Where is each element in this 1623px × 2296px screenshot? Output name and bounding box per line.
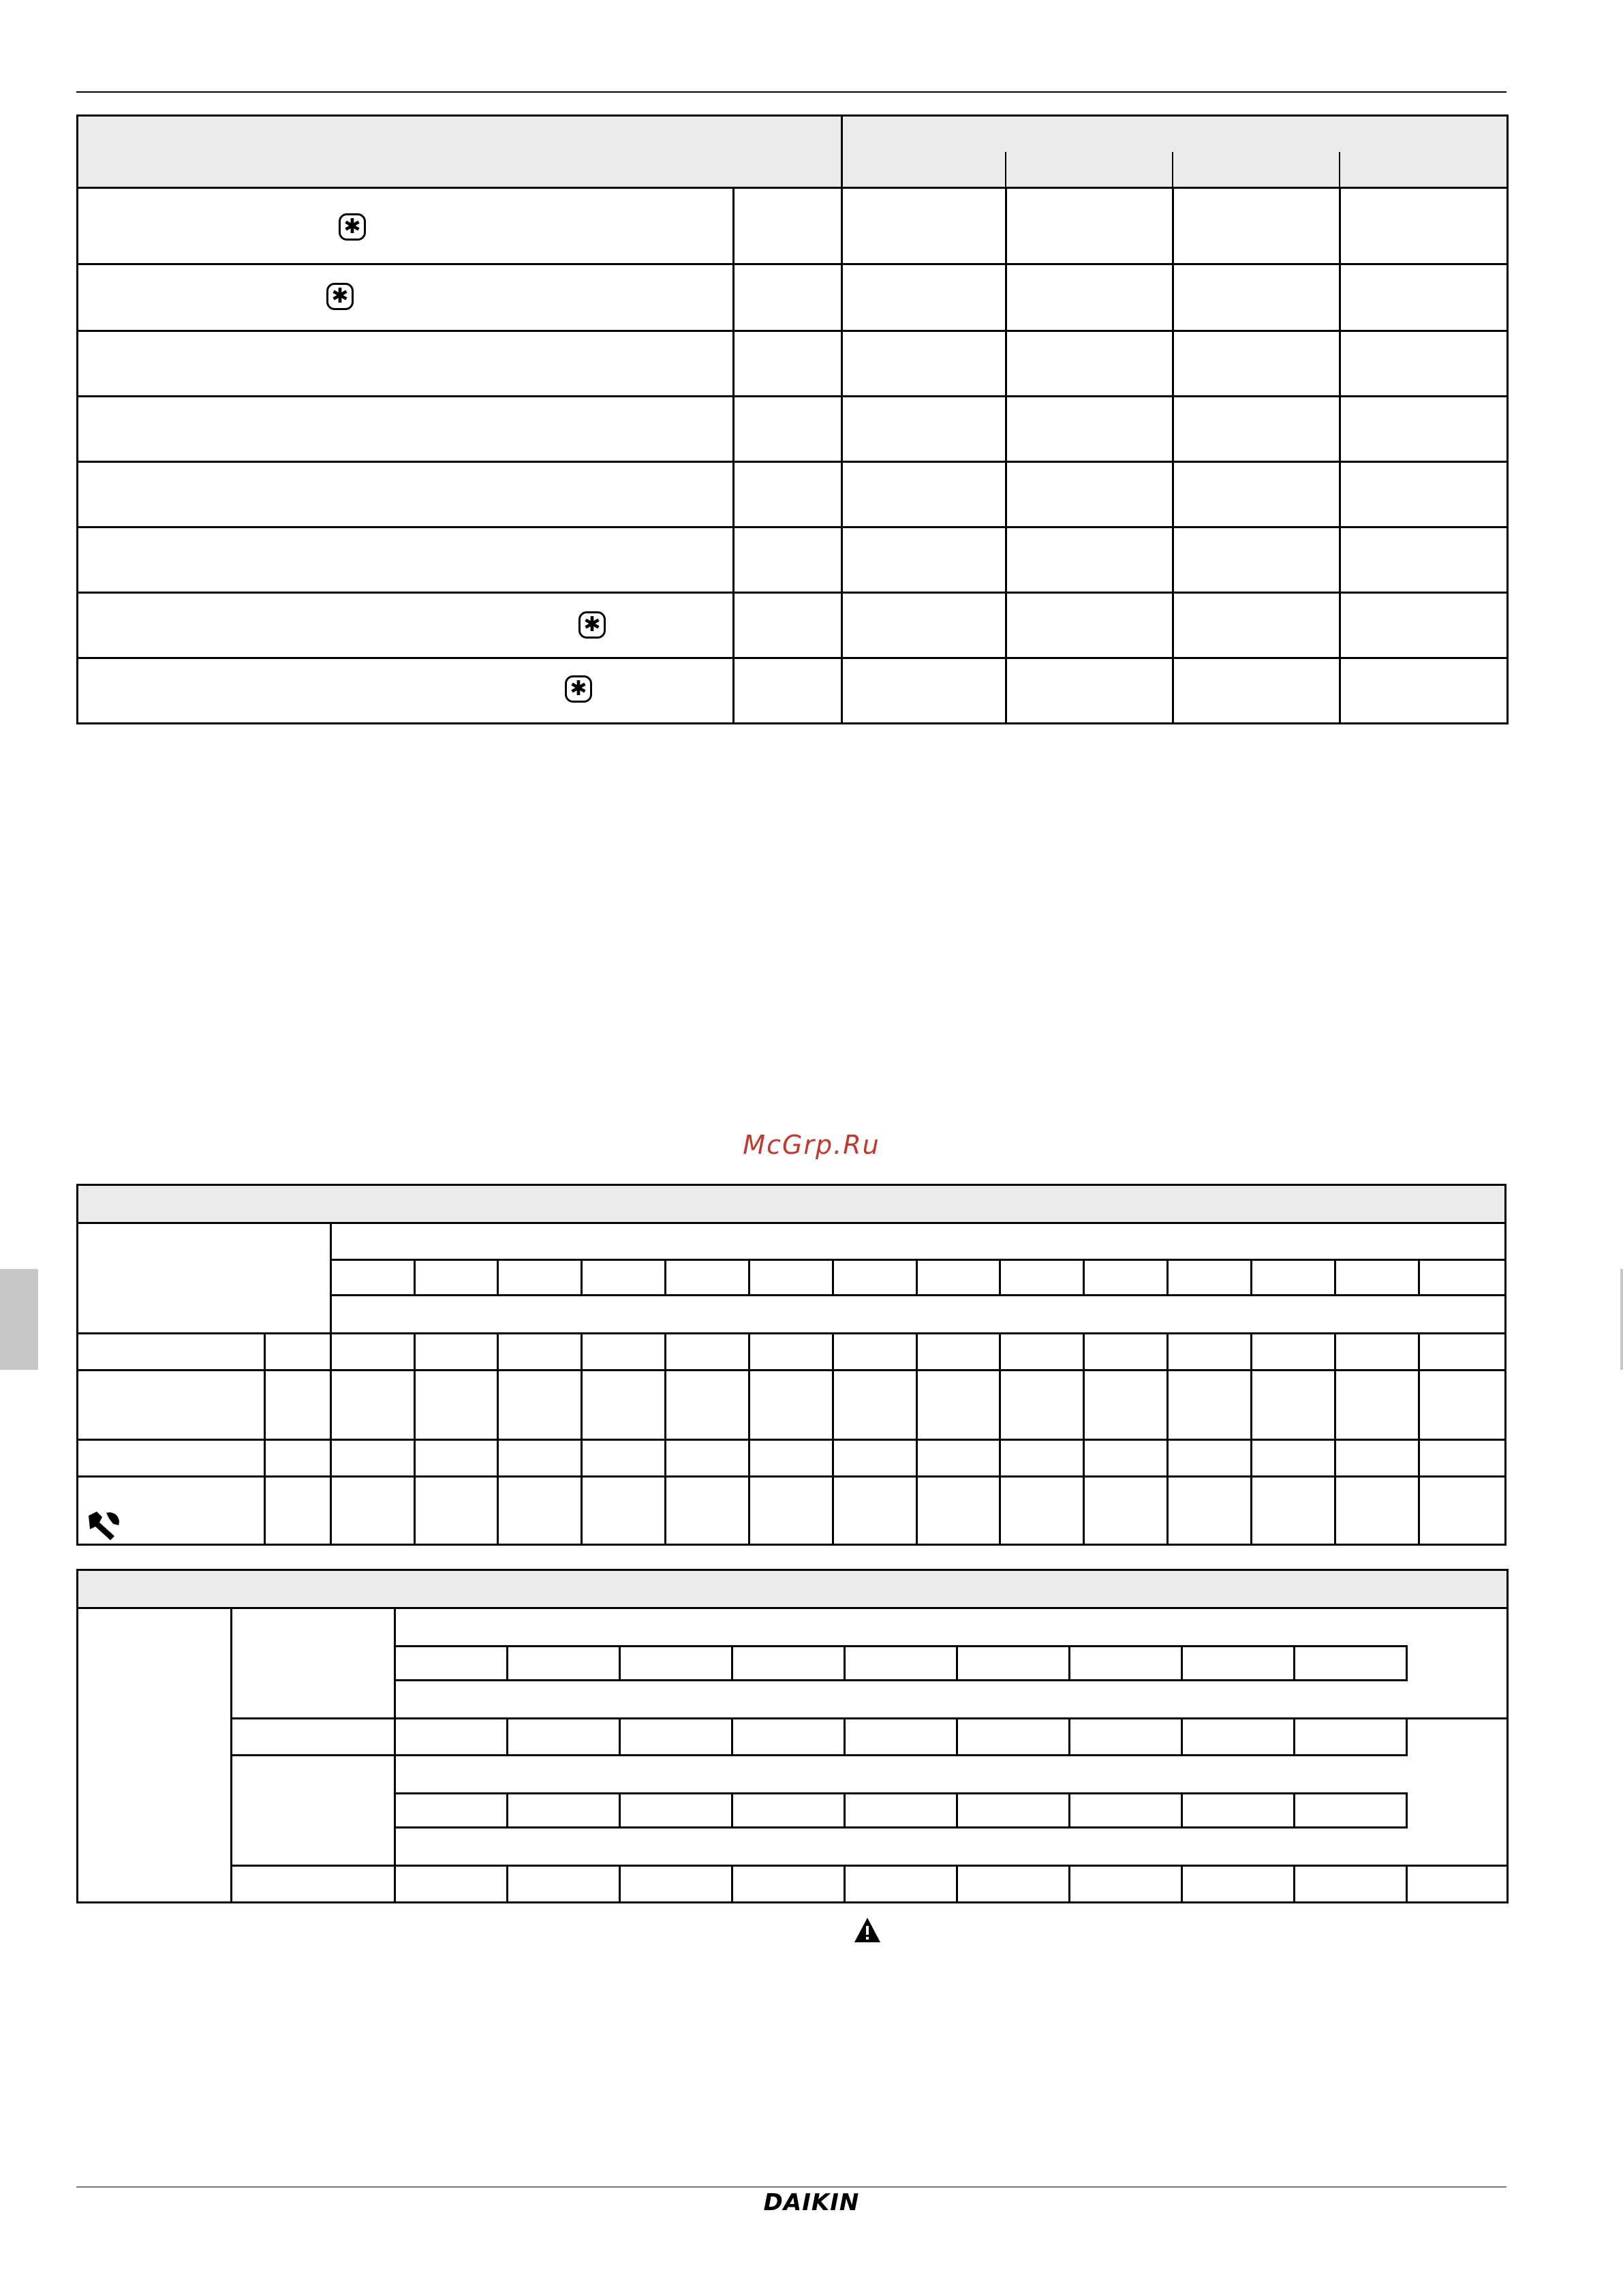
bottom-rule [76,2186,1506,2188]
snowflake-icon: ✱ [326,283,354,310]
table3-group-label [78,1608,232,1903]
spec-table-2 [76,1184,1506,1546]
table1-row [78,397,1508,462]
table1-row [78,593,1508,658]
table1-row [78,462,1508,527]
side-tab [0,1269,38,1370]
wrench-icon [86,1509,123,1543]
top-rule [76,91,1506,93]
daikin-logo: DAIKIN [763,2189,860,2216]
side-tab-edge [1620,1269,1623,1370]
table3-row [78,1866,1508,1903]
table1-row-label [78,188,734,264]
table2-header-left [78,1223,331,1334]
table2-row [78,1440,1506,1477]
table3-title-row [78,1570,1508,1608]
table1-row-label [78,264,734,331]
table1-header-right [842,116,1508,188]
table3-row [78,1756,1508,1794]
table2-row [78,1477,1506,1545]
table1-row [78,658,1508,724]
table1-row-label [78,658,734,724]
snowflake-icon: ✱ [339,213,366,241]
table1-row [78,527,1508,593]
table3-row [78,1719,1508,1756]
spec-table-1 [76,114,1509,724]
table2-row [78,1334,1506,1371]
spec-table-3 [76,1569,1509,1903]
table1-row [78,188,1508,264]
snowflake-icon: ✱ [565,675,592,703]
table1-row [78,264,1508,331]
snowflake-icon: ✱ [578,611,606,639]
table1-row-label [78,593,734,658]
table1-header-left [78,116,842,188]
table3-row [78,1608,1508,1647]
table1-header-row [78,116,1508,188]
table2-row [78,1371,1506,1440]
warning-icon [853,1916,882,1944]
table2-title-row [78,1185,1506,1223]
table1-row [78,331,1508,397]
watermark: McGrp.Ru [743,1130,880,1160]
table2-header-row [78,1223,1506,1260]
